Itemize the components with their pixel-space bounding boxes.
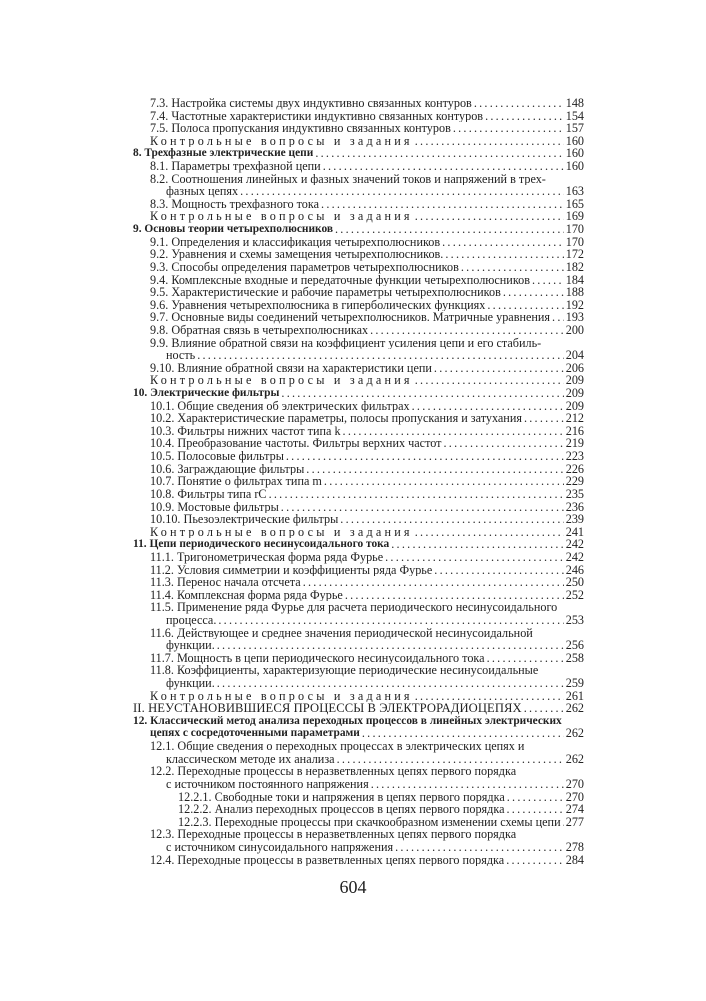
toc-entry — [133, 337, 584, 362]
toc-page-number: 160 — [565, 134, 584, 148]
toc-entry-title: 9.5. Характеристические и рабочие параметры четырехполюсников — [150, 286, 501, 299]
toc-entry-line — [133, 437, 584, 450]
toc-entry-line — [133, 702, 584, 715]
toc-entry-title: Контрольные вопросы и задания — [150, 525, 413, 539]
toc-page-number: 250 — [565, 576, 584, 589]
dot-leader — [485, 110, 564, 123]
toc-entry-line — [133, 576, 584, 589]
toc-page-number: 212 — [565, 412, 584, 425]
toc-page-number: 165 — [565, 197, 584, 211]
toc-entry — [133, 601, 584, 626]
toc-page-number: 242 — [565, 538, 584, 551]
toc-page-number: 262 — [565, 752, 584, 766]
toc-entry-title: 12.2.2. Анализ переходных процессов в цепях первого порядка — [178, 803, 505, 816]
toc-entry — [133, 463, 584, 476]
toc-page-number: 253 — [565, 613, 584, 627]
toc-entry-title: 8.1. Параметры трехфазной цепи — [150, 160, 321, 173]
toc-entry-line — [133, 299, 584, 312]
dot-leader — [362, 727, 564, 740]
toc-entry-title: 12.2. Переходные процессы в неразветвленных цепях первого порядка — [150, 765, 517, 778]
toc-entry — [133, 223, 584, 236]
toc-page-number: 246 — [565, 563, 584, 577]
toc-entry-title: 11.8. Коэффициенты, характеризующие периодические несинусоидальные — [150, 664, 539, 678]
toc-entry-title: с источником постоянного напряжения — [166, 777, 369, 791]
toc-entry — [133, 110, 584, 123]
dot-leader — [321, 198, 564, 211]
toc-entry-title: 12.4. Переходные процессы в разветвленных цепях первого порядка — [150, 853, 505, 867]
toc-entry — [133, 374, 584, 387]
toc-page-number: 241 — [565, 525, 584, 539]
dot-leader — [269, 488, 564, 501]
toc-entry-title: 7.4. Частотные характеристики индуктивно связанных контуров — [150, 109, 484, 123]
toc-entry-line — [133, 526, 584, 539]
toc-entry-title: 7.3. Настройка системы двух индуктивно связанных контуров — [150, 97, 472, 110]
toc-entry-continuation — [133, 614, 584, 627]
toc-entry — [133, 248, 584, 261]
toc-page-number: 223 — [565, 450, 584, 463]
toc-entry-title: 9.1. Определения и классификация четырехполюсников — [150, 235, 441, 249]
toc-page-number: 160 — [565, 147, 584, 161]
toc-entry-title: 8. Трехфазные электрические цепи — [133, 147, 314, 160]
dot-leader — [370, 324, 564, 337]
toc-entry — [133, 740, 584, 765]
toc-page-number: 236 — [565, 500, 584, 514]
dot-leader — [434, 362, 564, 375]
dot-leader — [507, 803, 564, 816]
toc-entry — [133, 513, 584, 526]
toc-entry-title: 9.4. Комплексные входные и передаточные функции четырехполюсников — [150, 273, 530, 287]
toc-entry — [133, 664, 584, 689]
toc-entry — [133, 97, 584, 110]
toc-entry — [133, 299, 584, 312]
toc-page-number: 148 — [565, 97, 584, 110]
dot-leader — [563, 816, 564, 829]
toc-entry — [133, 828, 584, 853]
toc-entry-line — [133, 690, 584, 703]
toc-entry — [133, 551, 584, 564]
toc-entry — [133, 564, 584, 577]
toc-page-number: 239 — [565, 513, 584, 526]
toc-page-number: 192 — [565, 298, 584, 312]
toc-page-number: 262 — [565, 727, 584, 741]
toc-entry — [133, 198, 584, 211]
toc-entry-line — [133, 173, 584, 186]
toc-page-number: 160 — [565, 160, 584, 173]
toc-page-number: 200 — [565, 323, 584, 337]
dot-leader — [415, 210, 564, 223]
toc-entry-line — [133, 538, 584, 551]
dot-leader — [434, 564, 563, 577]
toc-entry-title: Контрольные вопросы и задания — [150, 374, 413, 388]
toc-entry-title: с источником синусоидального напряжения — [166, 840, 394, 854]
toc-entry-title: 9.6. Уравнения четырехполюсника в гиперболических функциях — [150, 298, 486, 312]
toc-entry-title: 9.10. Влияние обратной связи на характеристики цепи — [150, 361, 432, 375]
toc-page-number: 284 — [565, 853, 584, 867]
toc-page-number: 278 — [565, 840, 584, 854]
toc-entry-continuation — [133, 778, 584, 791]
toc-entry-title: 10.4. Преобразование частоты. Фильтры верхних частот — [150, 437, 442, 451]
toc-page-number: 242 — [565, 550, 584, 564]
dot-leader — [385, 551, 564, 564]
toc-entry-continuation — [133, 753, 584, 766]
toc-page-number: 209 — [565, 374, 584, 388]
toc-entry-title: Контрольные вопросы и задания — [150, 689, 413, 703]
dot-leader — [415, 374, 564, 387]
toc-entry-line — [133, 564, 584, 577]
toc-entry-line — [133, 311, 584, 324]
toc-page-number: 259 — [565, 677, 584, 690]
toc-page-number: 270 — [565, 777, 584, 791]
toc-entry — [133, 400, 584, 413]
toc-page-number: 277 — [565, 815, 584, 829]
toc-entry-title: 10.9. Мостовые фильтры — [150, 500, 279, 514]
toc-entry-continuation — [133, 639, 584, 652]
toc-entry-line — [133, 513, 584, 526]
toc-entry-title: 12.2.1. Свободные токи и напряжения в цепях первого порядка — [178, 790, 505, 804]
dot-leader — [442, 236, 564, 249]
toc-entry-line — [133, 374, 584, 387]
dot-leader — [444, 437, 564, 450]
toc-entry — [133, 576, 584, 589]
toc-entry-title: цепях с сосредоточенными параметрами — [150, 727, 360, 740]
toc-entry-title: 10.10. Пьезоэлектрические фильтры — [150, 513, 339, 526]
toc-entry-line — [133, 501, 584, 514]
toc-page-number: 206 — [565, 361, 584, 375]
toc-entry-title: 10. Электрические фильтры — [133, 387, 280, 400]
dot-leader — [306, 463, 563, 476]
toc-entry-title: 8.2. Соотношения линейных и фазных значений токов и напряжений в трех- — [150, 172, 546, 186]
toc-entry — [133, 538, 584, 551]
dot-leader — [340, 513, 563, 526]
toc-page-number: 163 — [565, 185, 584, 198]
toc-page-number: 235 — [565, 487, 584, 501]
toc-entry-title: Контрольные вопросы и задания — [150, 210, 413, 224]
toc-entry — [133, 475, 584, 488]
toc-entry-line — [133, 210, 584, 223]
dot-leader — [461, 261, 564, 274]
toc-entry-line — [133, 412, 584, 425]
toc-entry-line — [133, 160, 584, 173]
toc-entry — [133, 589, 584, 602]
toc-entry-title: 9.2. Уравнения и схемы замещения четырехполюсников. — [150, 248, 444, 261]
toc-entry-line — [133, 765, 584, 778]
toc-entry-line — [133, 147, 584, 160]
toc-page-number: 170 — [565, 235, 584, 249]
toc-entry — [133, 765, 584, 790]
toc-entry — [133, 652, 584, 665]
toc-entry-line — [133, 450, 584, 463]
dot-leader — [445, 248, 563, 261]
toc-entry-line — [133, 854, 584, 867]
toc-entry — [133, 261, 584, 274]
toc-entry-title: 11.7. Мощность в цепи периодического несинусоидального тока — [150, 651, 485, 665]
dot-leader — [412, 400, 564, 413]
dot-leader — [303, 576, 564, 589]
toc-entry-title: 11. Цепи периодического несинусоидального тока — [133, 538, 390, 551]
toc-page-number: 274 — [565, 803, 584, 816]
toc-entry — [133, 526, 584, 539]
toc-entry-line — [133, 551, 584, 564]
toc-entry-title: II. НЕУСТАНОВИВШИЕСЯ ПРОЦЕССЫ В ЭЛЕКТРОРАДИОЦЕПЯХ — [133, 702, 522, 715]
toc-page-number: 184 — [565, 273, 584, 287]
toc-entry — [133, 816, 584, 829]
dot-leader — [524, 412, 564, 425]
toc-page-number: 170 — [565, 223, 584, 236]
toc-page-number: 157 — [565, 122, 584, 135]
toc-entry-line — [133, 198, 584, 211]
toc-entry-line — [133, 601, 584, 614]
dot-leader — [345, 589, 564, 602]
toc-page-number: 258 — [565, 651, 584, 665]
toc-page-number: 209 — [565, 399, 584, 413]
dot-leader — [286, 450, 564, 463]
toc-entry-title: 11.2. Условия симметрии и коэффициенты ряда Фурье — [150, 563, 433, 577]
toc-entry-line — [133, 261, 584, 274]
dot-leader — [391, 538, 563, 551]
toc-entry-title: 10.1. Общие сведения об электрических фильтрах — [150, 399, 410, 413]
dot-leader — [324, 475, 564, 488]
toc-page-number: 252 — [565, 588, 584, 602]
toc-page-number: 188 — [565, 286, 584, 299]
toc-entry — [133, 702, 584, 715]
toc-entry — [133, 437, 584, 450]
toc-entry-line — [133, 425, 584, 438]
toc-entry — [133, 425, 584, 438]
dot-leader — [552, 311, 564, 324]
dot-leader — [217, 677, 564, 690]
toc-entry-line — [133, 274, 584, 287]
dot-leader — [415, 690, 564, 703]
dot-leader — [524, 702, 564, 715]
dot-leader — [197, 349, 564, 362]
toc-page-number: 262 — [565, 702, 584, 715]
toc-entry — [133, 627, 584, 652]
dot-leader — [474, 97, 564, 110]
toc-page-number: 261 — [565, 689, 584, 703]
dot-leader — [371, 778, 564, 791]
toc-entry — [133, 236, 584, 249]
toc-entry-line — [133, 488, 584, 501]
toc-page-number: 219 — [565, 437, 584, 451]
toc-entry-title: классическом методе их анализа — [166, 752, 335, 766]
toc-entry-continuation — [133, 349, 584, 362]
toc-entry — [133, 147, 584, 160]
dot-leader — [415, 135, 564, 148]
toc-entry-title: 10.3. Фильтры нижних частот типа k — [150, 424, 341, 438]
toc-entry-title: 9.8. Обратная связь в четырехполюсниках — [150, 323, 369, 337]
dot-leader — [315, 147, 563, 160]
toc-page-number: 209 — [565, 387, 584, 400]
toc-entry-line — [133, 791, 584, 804]
toc-page-number: 193 — [565, 311, 584, 324]
toc-entry-line — [133, 664, 584, 677]
toc-entry-line — [133, 828, 584, 841]
toc-entry — [133, 690, 584, 703]
toc-entry-line — [133, 475, 584, 488]
toc-entry-title: 10.5. Полосовые фильтры — [150, 450, 284, 463]
toc-entry-line — [133, 400, 584, 413]
toc-entry-line — [133, 286, 584, 299]
dot-leader — [343, 425, 564, 438]
toc-entry-line — [133, 463, 584, 476]
toc-entry-continuation — [133, 727, 584, 740]
toc-entry — [133, 173, 584, 198]
toc-page-number: 182 — [565, 260, 584, 274]
toc-page-number: 226 — [565, 462, 584, 476]
dot-leader — [337, 753, 564, 766]
toc-entry-line — [133, 816, 584, 829]
toc-entry-title: 11.3. Перенос начала отсчета — [150, 576, 301, 589]
toc-entry-continuation — [133, 677, 584, 690]
toc-entry — [133, 160, 584, 173]
dot-leader — [395, 841, 564, 854]
toc-entry-line — [133, 740, 584, 753]
dot-leader — [323, 160, 564, 173]
toc-entry-title: 12. Классический метод анализа переходных процессов в линейных электрических — [133, 714, 562, 727]
toc-entry-title: 10.2. Характеристические параметры, полосы пропускания и затухания — [150, 412, 522, 425]
toc-entry-title: ность — [166, 349, 196, 362]
dot-leader — [281, 501, 564, 514]
toc-entry-title: Контрольные вопросы и задания — [150, 134, 413, 148]
toc-page-number: 256 — [565, 639, 584, 652]
dot-leader — [487, 652, 564, 665]
dot-leader — [218, 614, 563, 627]
toc-page-number: 229 — [565, 475, 584, 488]
toc-entry — [133, 488, 584, 501]
toc-entry-title: 12.3. Переходные процессы в неразветвленных цепях первого порядка — [150, 828, 517, 841]
dot-leader — [503, 286, 564, 299]
toc-entry — [133, 122, 584, 135]
dot-leader — [453, 122, 564, 135]
toc-entry-title: 9.9. Влияние обратной связи на коэффициент усиления цепи и его стабиль- — [150, 336, 542, 350]
toc-entry — [133, 412, 584, 425]
dot-leader — [507, 791, 564, 804]
dot-leader — [335, 223, 564, 236]
dot-leader — [281, 387, 563, 400]
toc-entry-title: 8.3. Мощность трехфазного тока — [150, 197, 320, 211]
dot-leader — [240, 185, 564, 198]
dot-leader — [487, 299, 563, 312]
toc-entry-line — [133, 122, 584, 135]
toc-entry-line — [133, 324, 584, 337]
toc-entry-title: функции. — [166, 677, 215, 690]
toc-entry-title: 10.6. Заграждающие фильтры — [150, 462, 305, 476]
toc-entry-line — [133, 110, 584, 123]
toc-entry-line — [133, 589, 584, 602]
toc-page-number: 169 — [565, 210, 584, 224]
toc-entry-title: 9. Основы теории четырехполюсников — [133, 223, 334, 236]
toc-entry — [133, 274, 584, 287]
toc-entry-title: 11.1. Тригонометрическая форма ряда Фурье — [150, 550, 384, 564]
toc-page-number: 172 — [565, 248, 584, 261]
toc-entry — [133, 362, 584, 375]
toc-page-number: 270 — [565, 790, 584, 804]
toc-entry-title: 11.6. Действующее и среднее значения периодической несинусоидальной — [150, 626, 533, 640]
toc-entry — [133, 311, 584, 324]
dot-leader — [415, 526, 564, 539]
toc-entry-title: 10.8. Фильтры типа rC — [150, 487, 267, 501]
toc-entry-line — [133, 362, 584, 375]
toc-entry — [133, 324, 584, 337]
toc-entry-line — [133, 135, 584, 148]
toc-entry — [133, 210, 584, 223]
toc-entry — [133, 135, 584, 148]
toc-entry-line — [133, 715, 584, 728]
toc-entry — [133, 715, 584, 740]
toc-page-number: 204 — [565, 349, 584, 362]
toc-entry-line — [133, 337, 584, 350]
dot-leader — [532, 274, 564, 287]
toc-entry-title: 11.5. Применение ряда Фурье для расчета периодического несинусоидального — [150, 601, 558, 614]
toc-page-number: 216 — [565, 424, 584, 438]
toc-entry-line — [133, 652, 584, 665]
toc-entry-line — [133, 97, 584, 110]
toc-entry-continuation — [133, 185, 584, 198]
toc-entry-line — [133, 803, 584, 816]
toc-entry-continuation — [133, 841, 584, 854]
toc-entry-title: 7.5. Полоса пропускания индуктивно связанных контуров — [150, 122, 451, 135]
toc-entry-line — [133, 248, 584, 261]
dot-leader — [506, 854, 564, 867]
toc-entry-line — [133, 627, 584, 640]
toc-entry-title: фазных цепях — [166, 185, 239, 198]
toc-entry — [133, 286, 584, 299]
toc-entry — [133, 387, 584, 400]
toc-page-number: 154 — [565, 109, 584, 123]
toc-entry-title: 9.3. Способы определения параметров четырехполюсников — [150, 260, 459, 274]
toc-entry — [133, 854, 584, 867]
toc-entry — [133, 450, 584, 463]
toc-entry-title: 9.7. Основные виды соединений четырехполюсников. Матричные уравнения — [150, 311, 551, 324]
toc-entry-title: 12.2.3. Переходные процессы при скачкообразном изменении схемы цепи — [178, 815, 561, 829]
toc-entry-title: функции. — [166, 639, 215, 652]
toc-entry-title: процесса. — [166, 613, 217, 627]
toc-entry-title: 11.4. Комплексная форма ряда Фурье — [150, 588, 343, 602]
toc-entry-line — [133, 223, 584, 236]
toc-entry — [133, 501, 584, 514]
toc-entry-title: 12.1. Общие сведения о переходных процессах в электрических цепях и — [150, 740, 525, 753]
toc-entry-title: 10.7. Понятие о фильтрах типа m — [150, 475, 322, 488]
toc-entry — [133, 803, 584, 816]
dot-leader — [217, 639, 564, 652]
toc-entry — [133, 791, 584, 804]
page-number: 604 — [339, 877, 367, 897]
toc-entry-line — [133, 387, 584, 400]
toc-entry-line — [133, 236, 584, 249]
table-of-contents — [133, 97, 584, 866]
